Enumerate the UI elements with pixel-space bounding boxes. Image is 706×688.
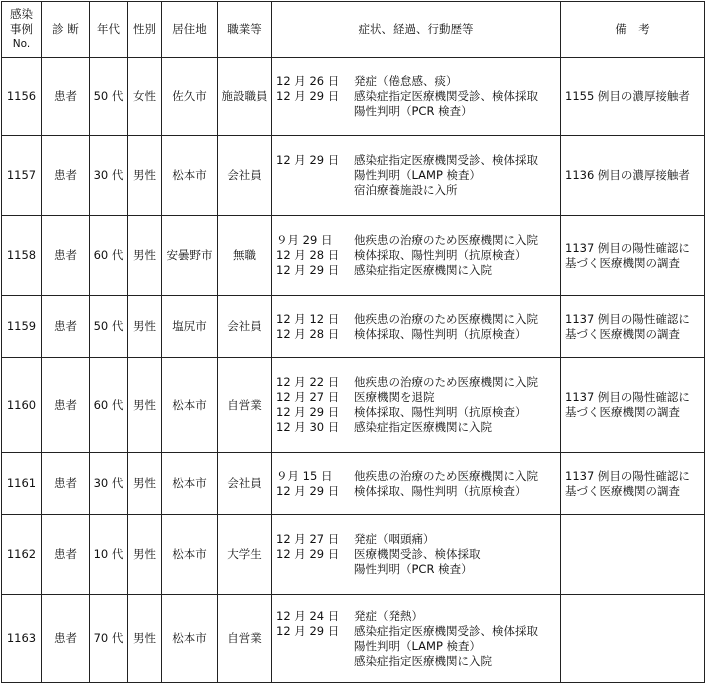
event-description-line: 医療機関を退院: [354, 390, 435, 404]
event-description: [354, 547, 481, 577]
diagnosis-cell: 患者: [42, 515, 90, 595]
event-description: [354, 375, 538, 390]
event-date: 12 月 30 日: [276, 420, 340, 434]
events-cell: [272, 296, 561, 358]
age-cell: 60 代: [90, 216, 128, 296]
diagnosis-cell: 患者: [42, 136, 90, 216]
residence-cell: 松本市: [162, 136, 218, 216]
table-row: [2, 595, 705, 683]
event-entry: [276, 390, 560, 405]
events-cell: [272, 515, 561, 595]
header-case-no: [2, 2, 42, 58]
event-description-line: 感染症指定医療機関受診、検体採取: [354, 89, 538, 103]
event-entry: [276, 248, 560, 263]
table-row: [2, 216, 705, 296]
case-no-cell: 1156: [2, 58, 42, 136]
remark-line: 基づく医療機関の調査: [565, 326, 680, 341]
event-description-line: 医療機関受診、検体採取: [354, 547, 481, 561]
event-date: 12 月 29 日: [276, 89, 340, 103]
case-no-cell: 1161: [2, 453, 42, 515]
event-date: 12 月 29 日: [276, 483, 340, 498]
event-description-line: 陽性判明（PCR 検査）: [354, 562, 473, 576]
event-entry: [276, 484, 560, 499]
remark-line: 1136 例目の濃厚接触者: [565, 168, 690, 182]
event-date: 12 月 26 日: [276, 74, 340, 88]
event-description: [354, 74, 458, 89]
remark-line: 1137 例目の陽性確認に: [565, 311, 690, 326]
sex-cell: 女性: [128, 58, 162, 136]
event-entry: [276, 405, 560, 420]
event-description-line: 他疾患の治療のため医療機関に入院: [354, 311, 538, 326]
header-row: [2, 2, 705, 58]
remark-line: 1137 例目の陽性確認に: [565, 390, 690, 404]
event-description: [354, 233, 538, 248]
event-date: 12 月 29 日: [276, 547, 340, 561]
event-description-line: 発症（発熱）: [354, 608, 423, 623]
event-date: 12 月 24 日: [276, 608, 340, 623]
event-description: [354, 390, 435, 405]
remark-line: 1137 例目の陽性確認に: [565, 468, 690, 483]
event-description-line: 発症（咽頭痛）: [354, 532, 435, 546]
event-entry: [276, 327, 560, 342]
event-date: 12 月 29 日: [276, 405, 340, 419]
event-description: [354, 532, 435, 547]
event-description: [354, 624, 538, 669]
event-description-line: 宿泊療養施設に入所: [354, 183, 458, 197]
event-description: [354, 420, 492, 435]
occupation-cell: 会社員: [218, 453, 272, 515]
diagnosis-cell: 患者: [42, 216, 90, 296]
header-diagnosis: 診 断: [42, 2, 90, 58]
sex-cell: 男性: [128, 453, 162, 515]
remarks-cell: [561, 216, 705, 296]
table-row: [2, 136, 705, 216]
occupation-cell: 会社員: [218, 296, 272, 358]
case-table-body: [2, 58, 705, 683]
remarks-cell: [561, 358, 705, 453]
table-row: [2, 58, 705, 136]
residence-cell: 松本市: [162, 453, 218, 515]
events-cell: [272, 58, 561, 136]
residence-cell: 松本市: [162, 515, 218, 595]
event-description-line: 検体採取、陽性判明（抗原検査）: [354, 483, 527, 498]
table-row: [2, 515, 705, 595]
event-description-line: 感染症指定医療機関に入院: [354, 653, 492, 668]
age-cell: 70 代: [90, 595, 128, 683]
age-cell: 50 代: [90, 58, 128, 136]
sex-cell: 男性: [128, 515, 162, 595]
event-date: 12 月 12 日: [276, 311, 340, 326]
occupation-cell: 施設職員: [218, 58, 272, 136]
event-description-line: 他疾患の治療のため医療機関に入院: [354, 233, 538, 247]
age-cell: 30 代: [90, 136, 128, 216]
events-cell: [272, 216, 561, 296]
table-row: [2, 453, 705, 515]
event-entry: [276, 312, 560, 327]
event-description-line: 感染症指定医療機関に入院: [354, 420, 492, 434]
event-description: [354, 263, 492, 278]
case-no-cell: 1163: [2, 595, 42, 683]
remark-line: 基づく医療機関の調査: [565, 255, 680, 270]
case-no-cell: 1160: [2, 358, 42, 453]
header-case-no-line: 感染: [10, 7, 33, 21]
event-description-line: 他疾患の治療のため医療機関に入院: [354, 375, 538, 389]
header-case-no-line: No.: [12, 38, 31, 50]
sex-cell: 男性: [128, 358, 162, 453]
residence-cell: 安曇野市: [162, 216, 218, 296]
event-date: 12 月 27 日: [276, 390, 340, 404]
remarks-cell: [561, 515, 705, 595]
remarks-cell: [561, 296, 705, 358]
event-description-line: 検体採取、陽性判明（抗原検査）: [354, 248, 527, 262]
event-description-line: 陽性判明（LAMP 検査）: [354, 638, 482, 653]
event-date: 12 月 29 日: [276, 263, 340, 277]
remarks-cell: [561, 453, 705, 515]
event-entry: [276, 624, 560, 669]
remarks-cell: [561, 136, 705, 216]
sex-cell: 男性: [128, 136, 162, 216]
age-cell: 30 代: [90, 453, 128, 515]
case-table: [1, 1, 705, 683]
events-cell: [272, 595, 561, 683]
remark-line: 基づく医療機関の調査: [565, 483, 680, 498]
event-description-line: 他疾患の治療のため医療機関に入院: [354, 468, 538, 483]
events-cell: [272, 358, 561, 453]
sex-cell: 男性: [128, 216, 162, 296]
event-description-line: 発症（倦怠感、痰）: [354, 74, 458, 88]
event-date: 12 月 29 日: [276, 153, 340, 167]
occupation-cell: 無職: [218, 216, 272, 296]
event-entry: [276, 547, 560, 577]
remark-line: 基づく医療機関の調査: [565, 405, 680, 419]
event-description: [354, 248, 527, 263]
event-description-line: 感染症指定医療機関に入院: [354, 263, 492, 277]
header-age: 年代: [90, 2, 128, 58]
event-description-line: 検体採取、陽性判明（抗原検査）: [354, 326, 527, 341]
remark-line: 1155 例目の濃厚接触者: [565, 89, 690, 103]
remarks-cell: [561, 58, 705, 136]
event-description: [354, 327, 527, 342]
event-date: 12 月 29 日: [276, 623, 340, 638]
residence-cell: 塩尻市: [162, 296, 218, 358]
event-description-line: 検体採取、陽性判明（抗原検査）: [354, 405, 527, 419]
event-date: ９月 15 日: [276, 468, 333, 483]
event-description: [354, 89, 538, 119]
diagnosis-cell: 患者: [42, 358, 90, 453]
event-date: 12 月 22 日: [276, 375, 340, 389]
event-description: [354, 469, 538, 484]
header-sex: 性別: [128, 2, 162, 58]
remark-line: 1137 例目の陽性確認に: [565, 240, 690, 255]
event-entry: [276, 89, 560, 119]
event-date: 12 月 28 日: [276, 248, 340, 262]
event-description: [354, 405, 527, 420]
table-row: [2, 358, 705, 453]
event-description-line: 陽性判明（PCR 検査）: [354, 104, 473, 118]
age-cell: 10 代: [90, 515, 128, 595]
case-no-cell: 1162: [2, 515, 42, 595]
header-occupation: 職業等: [218, 2, 272, 58]
age-cell: 50 代: [90, 296, 128, 358]
event-entry: [276, 263, 560, 278]
diagnosis-cell: 患者: [42, 58, 90, 136]
table-row: [2, 296, 705, 358]
sex-cell: 男性: [128, 595, 162, 683]
residence-cell: 松本市: [162, 358, 218, 453]
case-no-cell: 1157: [2, 136, 42, 216]
event-date: 12 月 27 日: [276, 532, 340, 546]
event-entry: [276, 233, 560, 248]
event-entry: [276, 469, 560, 484]
event-entry: [276, 609, 560, 624]
residence-cell: 佐久市: [162, 58, 218, 136]
header-events: 症状、経過、行動歴等: [272, 2, 561, 58]
event-date: ９月 29 日: [276, 233, 333, 247]
event-date: 12 月 28 日: [276, 326, 340, 341]
event-description-line: 感染症指定医療機関受診、検体採取: [354, 153, 538, 167]
event-entry: [276, 74, 560, 89]
age-cell: 60 代: [90, 358, 128, 453]
events-cell: [272, 136, 561, 216]
diagnosis-cell: 患者: [42, 453, 90, 515]
event-description: [354, 153, 538, 198]
header-residence: 居住地: [162, 2, 218, 58]
occupation-cell: 会社員: [218, 136, 272, 216]
remarks-cell: [561, 595, 705, 683]
event-entry: [276, 420, 560, 435]
header-remarks: 備 考: [561, 2, 705, 58]
case-no-cell: 1159: [2, 296, 42, 358]
residence-cell: 松本市: [162, 595, 218, 683]
header-case-no-line: 事例: [10, 22, 33, 36]
event-description-line: 感染症指定医療機関受診、検体採取: [354, 623, 538, 638]
diagnosis-cell: 患者: [42, 595, 90, 683]
occupation-cell: 自営業: [218, 595, 272, 683]
event-entry: [276, 153, 560, 198]
event-entry: [276, 375, 560, 390]
event-description: [354, 312, 538, 327]
event-description: [354, 484, 527, 499]
event-entry: [276, 532, 560, 547]
occupation-cell: 自営業: [218, 358, 272, 453]
diagnosis-cell: 患者: [42, 296, 90, 358]
sex-cell: 男性: [128, 296, 162, 358]
case-no-cell: 1158: [2, 216, 42, 296]
event-description: [354, 609, 423, 624]
occupation-cell: 大学生: [218, 515, 272, 595]
event-description-line: 陽性判明（LAMP 検査）: [354, 168, 482, 182]
events-cell: [272, 453, 561, 515]
